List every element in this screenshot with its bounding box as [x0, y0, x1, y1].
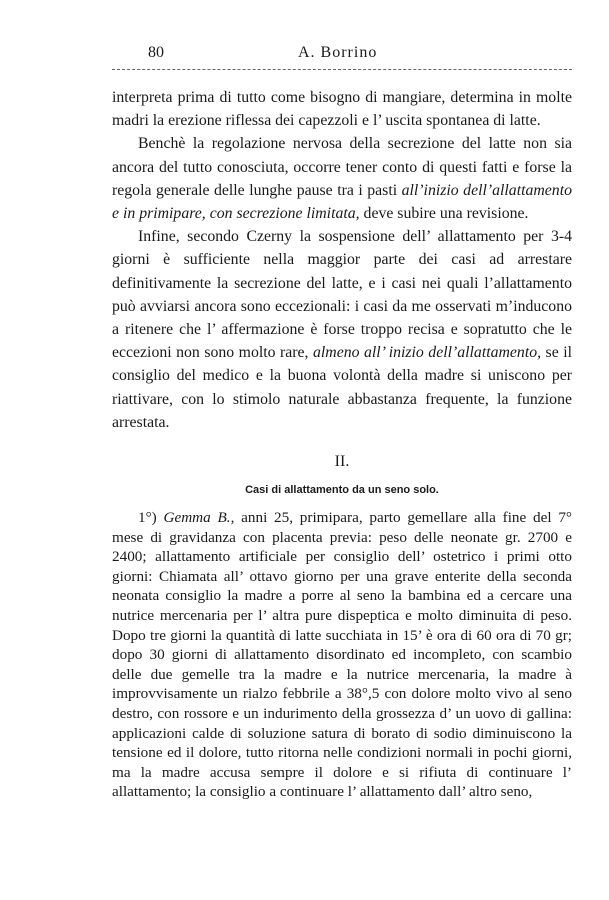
- header-rule: [112, 69, 572, 70]
- paragraph-2-italic: all’inizio dell’allattamento e in primipare, con secrezione limitata,: [112, 181, 572, 223]
- paragraph-2: [112, 132, 572, 225]
- paragraph-3-italic: almeno all’ inizio dell’allattamento,: [313, 344, 542, 362]
- section-number: II.: [334, 453, 350, 470]
- case-1: [112, 508, 572, 802]
- case-1-patient: Gemma B.,: [163, 509, 235, 526]
- paragraph-3-tail: se il consiglio del medico e la buona volontà della madre si uniscono per riattivare, con lo stimolo naturale abbastanza frequente, la funzione arrestata.: [112, 344, 572, 431]
- case-1-text: anni 25, primipara, parto gemellare alla fine del 7° mese di gravidanza con placenta previa: peso delle neonate gr. 2700 e 2400; allattamento artificiale per consiglio dell’ ostetrico i primi otto giorni: Chiamata all’ ottavo giorno per una grave enterite della seconda neonata consiglio la madre a porre al seno la bambina ed a cercare una nutrice mercenaria per l’ altra pure dispeptica e molto diminuita di peso. Dopo tre giorni la quantità di latte succhiata in 15’ è ora di 60 ora di 70 gr; dopo 30 giorni di allattamento disordinato ed incompleto, con scambio delle due gemelle tra la madre e la nutrice mercenaria, la madre à improvvisamente un rialzo febbrile a 38°,5 con dolore molto vivo al seno destro, con rossore e un indurimento della grossezza d’ un uovo di gallina: applicazioni calde di soluzione satura di borato di sodio diminuiscono la tensione ed il dolore, tutto ritorna nelle condizioni normali in pochi giorni, ma la madre accusa sempre il dolore e si rifiuta di continuare l’ allattamento; la consiglio a continuare l’ allattamento dall’ altro seno,: [112, 509, 573, 801]
- running-head: [148, 44, 572, 66]
- case-text: [112, 508, 572, 802]
- section-subtitle: Casi di allattamento da un seno solo.: [245, 484, 439, 496]
- running-head-author: A. Borrino: [298, 44, 378, 61]
- paragraph-3-text: Infine, secondo Czerny la sospensione dell’ allattamento per 3-4 giorni è sufficiente nella maggior parte dei casi ad arrestare definitivamente la secrezione del latte, e i casi nei quali l’allattamento può avviarsi ancora sono eccezionali: i casi da me osservati m’inducono a ritenere che l’ affermazione è forse troppo recisa e sopratutto che le eccezioni non sono molto rare,: [112, 228, 572, 362]
- paragraph-1: interpreta prima di tutto come bisogno di mangiare, determina in molte madri la erezione riflessa dei capezzoli e l’ uscita spontanea di latte.: [112, 89, 572, 130]
- paragraph-2-tail: deve subire una revisione.: [359, 205, 529, 223]
- body-text: [112, 86, 572, 434]
- paragraph-3: [112, 225, 572, 434]
- paragraph-2-text: Benchè la regolazione nervosa della secrezione del latte non sia ancora del tutto conosciuta, occorre tener conto di questi fatti e forse la regola generale delle lunghe pause tra i pasti: [112, 135, 572, 199]
- case-1-number: 1°): [138, 509, 164, 526]
- page-number: 80: [148, 44, 164, 61]
